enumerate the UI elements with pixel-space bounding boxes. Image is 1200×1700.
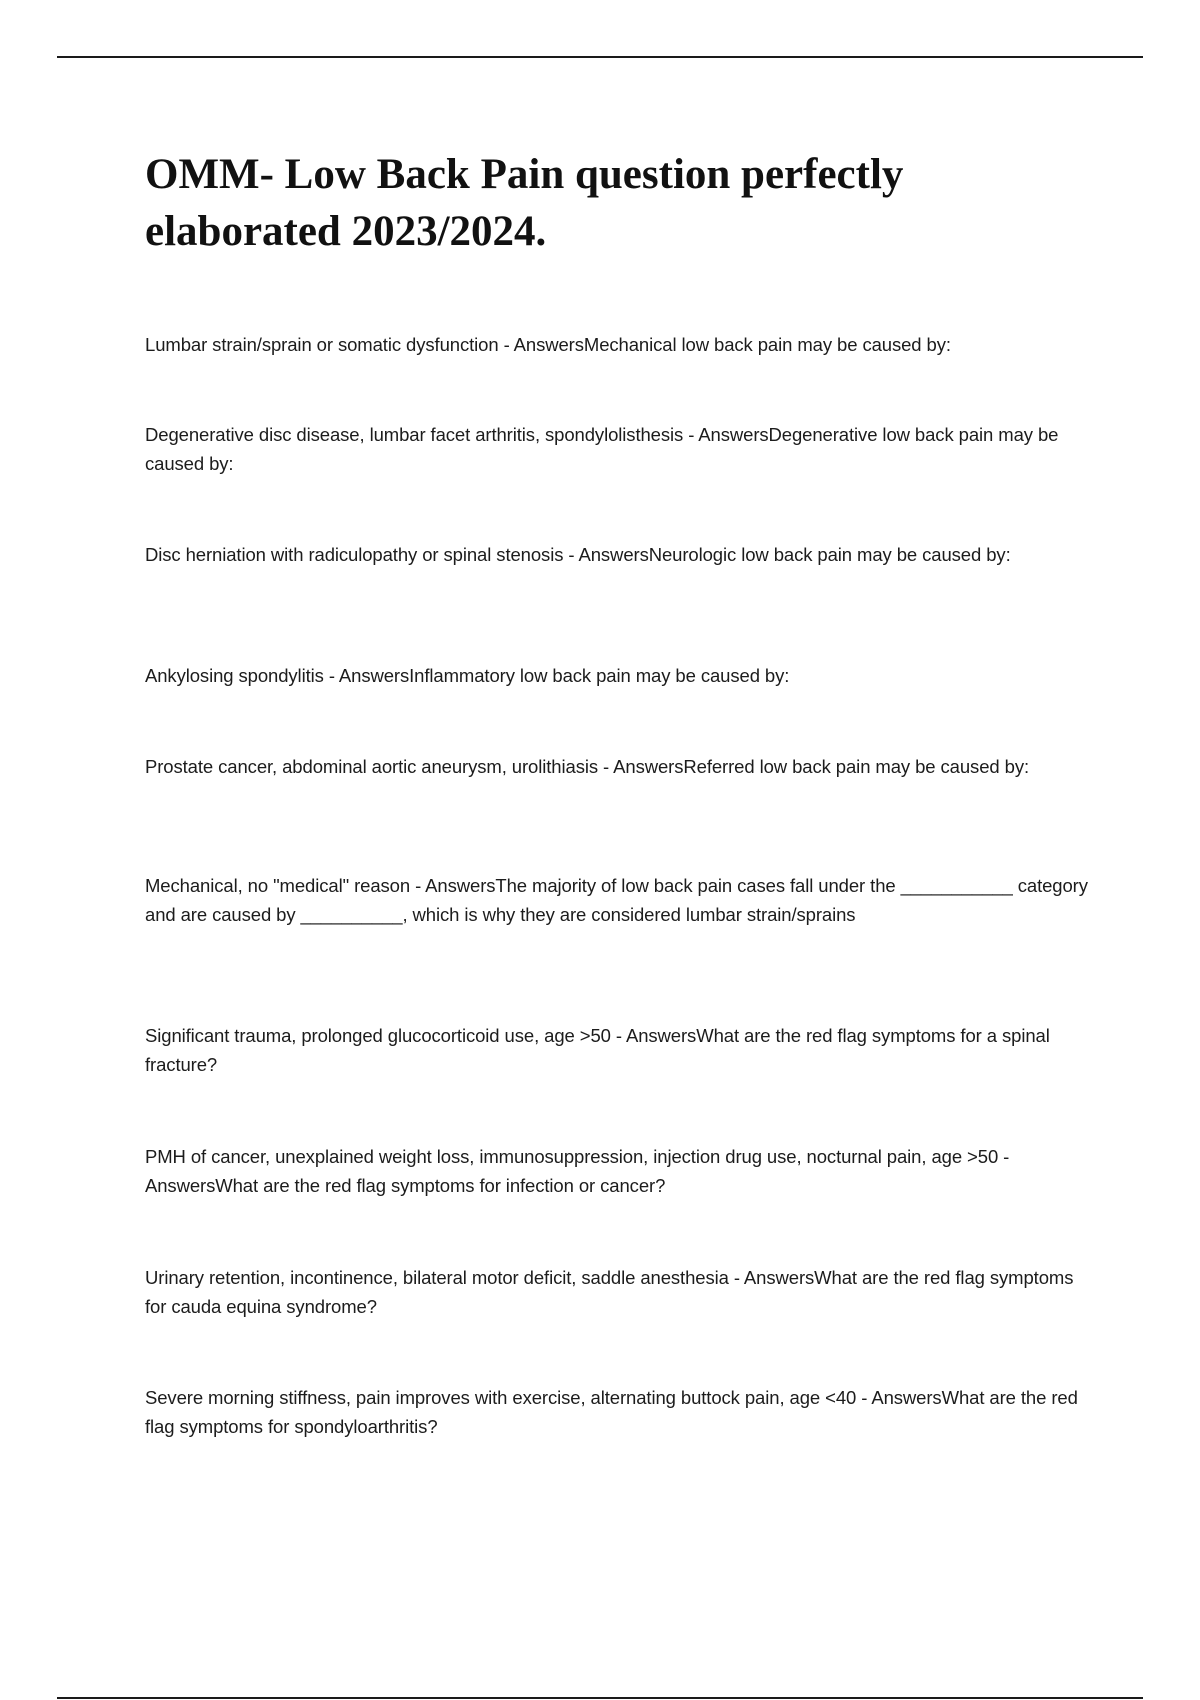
- qa-separator: - Answers: [683, 424, 769, 445]
- qa-question: What are the red flag symptoms for cauda equina syndrome?: [145, 1267, 1074, 1317]
- qa-separator: - Answers: [410, 875, 496, 896]
- bottom-rule: [57, 1697, 1143, 1699]
- qa-answer: Urinary retention, incontinence, bilateral motor deficit, saddle anesthesia: [145, 1267, 729, 1288]
- qa-answer: Significant trauma, prolonged glucocorticoid use, age >50: [145, 1025, 611, 1046]
- qa-answer: PMH of cancer, unexplained weight loss, immunosuppression, injection drug use, nocturnal pain, age >50: [145, 1146, 999, 1167]
- qa-separator: - Answers: [563, 544, 649, 565]
- qa-entry: [145, 1021, 1090, 1079]
- top-rule: [57, 56, 1143, 58]
- qa-entry: [145, 1383, 1090, 1441]
- qa-answer: Degenerative disc disease, lumbar facet arthritis, spondylolisthesis: [145, 424, 684, 445]
- qa-answer: Severe morning stiffness, pain improves with exercise, alternating buttock pain, age <40: [145, 1387, 857, 1408]
- qa-separator: - Answers: [728, 1267, 815, 1288]
- qa-answer: Prostate cancer, abdominal aortic aneurysm, urolithiasis: [145, 756, 599, 777]
- qa-question: The majority of low back pain cases fall under the ___________ category and are caused by __________, which is why they are considered lumbar strain/sprains: [145, 875, 1088, 925]
- qa-question: What are the red flag symptoms for spondyloarthritis?: [145, 1387, 1078, 1437]
- qa-answer: Lumbar strain/sprain or somatic dysfunction: [145, 334, 499, 355]
- qa-separator: - Answers: [145, 1146, 1010, 1196]
- page-title: OMM- Low Back Pain question perfectly elaborated 2023/2024.: [145, 151, 904, 255]
- qa-entry: [145, 752, 1090, 781]
- qa-question: What are the red flag symptoms for a spinal fracture?: [145, 1025, 1050, 1075]
- qa-separator: - Answers: [498, 334, 584, 355]
- qa-separator: - Answers: [856, 1387, 942, 1408]
- qa-question: Neurologic low back pain may be caused by:: [648, 544, 1011, 565]
- qa-entry: [145, 661, 1090, 690]
- qa-entry: [145, 420, 1090, 478]
- qa-entry: [145, 540, 1090, 569]
- qa-answer: Mechanical, no "medical" reason: [145, 875, 411, 896]
- qa-entry: [145, 1142, 1090, 1200]
- qa-entry: [145, 330, 1090, 359]
- qa-question: Degenerative low back pain may be caused by:: [145, 424, 1059, 474]
- qa-entry: [145, 1263, 1090, 1321]
- qa-question: Referred low back pain may be caused by:: [683, 756, 1030, 777]
- qa-question: Mechanical low back pain may be caused by:: [583, 334, 951, 355]
- qa-question: Inflammatory low back pain may be caused by:: [409, 665, 790, 686]
- qa-question: What are the red flag symptoms for infection or cancer?: [215, 1175, 666, 1196]
- qa-separator: - Answers: [598, 756, 684, 777]
- qa-answer: Ankylosing spondylitis: [145, 665, 324, 686]
- qa-answer: Disc herniation with radiculopathy or spinal stenosis: [145, 544, 564, 565]
- qa-entry: [145, 871, 1090, 929]
- qa-separator: - Answers: [323, 665, 410, 686]
- qa-separator: - Answers: [610, 1025, 697, 1046]
